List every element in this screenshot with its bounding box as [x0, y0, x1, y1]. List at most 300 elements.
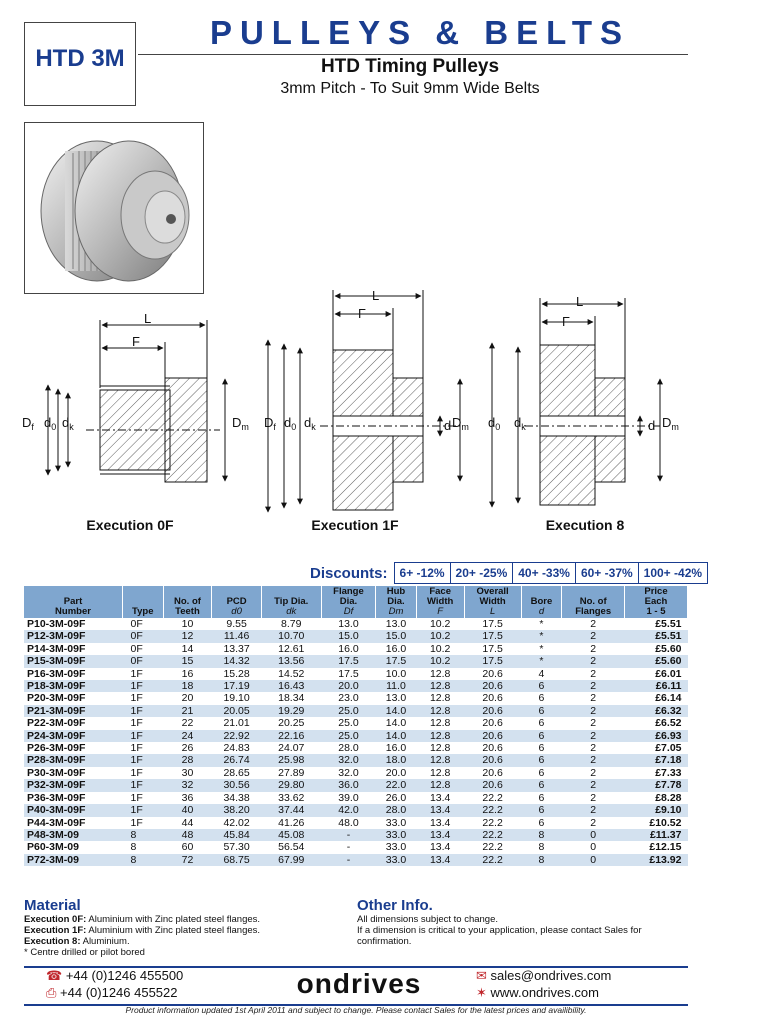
part-number-cell: P24-3M-09F: [24, 730, 123, 742]
pulley-photo: [24, 122, 204, 294]
table-cell: 22.16: [261, 730, 321, 742]
table-cell: 34.38: [212, 792, 261, 804]
table-cell: 20.6: [464, 705, 521, 717]
pulley-spec-table: [24, 586, 688, 866]
part-number-cell: P18-3M-09F: [24, 680, 123, 692]
table-row: [24, 630, 688, 642]
table-cell: 13.37: [212, 643, 261, 655]
price-cell: £9.10: [624, 804, 687, 816]
table-cell: -: [321, 829, 376, 841]
execution-8-drawing: [492, 298, 660, 507]
table-cell: 37.44: [261, 804, 321, 816]
table-row: [24, 779, 688, 791]
table-row: [24, 817, 688, 829]
price-cell: £10.52: [624, 817, 687, 829]
table-cell: 22.2: [464, 841, 521, 853]
table-cell: 16.0: [376, 643, 416, 655]
dim-Dm-0f: $D_m$: [232, 415, 249, 432]
table-cell: 20.0: [376, 767, 416, 779]
table-cell: 2: [562, 692, 625, 704]
table-cell: 13.4: [416, 792, 464, 804]
price-cell: £7.78: [624, 779, 687, 791]
fax-icon: ⎙: [46, 985, 57, 1000]
table-cell: 2: [562, 779, 625, 791]
table-cell: 41.26: [261, 817, 321, 829]
table-row: [24, 680, 688, 692]
table-cell: 19.29: [261, 705, 321, 717]
part-number-cell: P10-3M-09F: [24, 618, 123, 630]
table-row: [24, 655, 688, 667]
page-subtitle-detail: 3mm Pitch - To Suit 9mm Wide Belts: [280, 80, 540, 97]
table-cell: 1F: [123, 730, 164, 742]
table-row: [24, 804, 688, 816]
table-cell: 0F: [123, 643, 164, 655]
dim-d-1f: d: [444, 418, 452, 433]
table-cell: 10.0: [376, 668, 416, 680]
table-cell: 6: [521, 792, 562, 804]
fax-contact[interactable]: [46, 985, 178, 1001]
table-cell: 2: [562, 804, 625, 816]
table-cell: 20.05: [212, 705, 261, 717]
execution-0f-label: Execution 0F: [86, 517, 174, 533]
table-cell: 10.2: [416, 630, 464, 642]
table-cell: 4: [521, 668, 562, 680]
dim-dk-1f: $d_k$: [304, 415, 316, 432]
table-cell: 12.8: [416, 742, 464, 754]
price-cell: £6.01: [624, 668, 687, 680]
table-cell: 26.0: [376, 792, 416, 804]
table-cell: 12.8: [416, 717, 464, 729]
table-cell: 28: [163, 754, 212, 766]
table-cell: 2: [562, 655, 625, 667]
other-info-line: If a dimension is critical to your application, please contact Sales for confirmation.: [357, 925, 642, 947]
title-divider: [138, 54, 688, 55]
price-cell: £6.11: [624, 680, 687, 692]
table-cell: 18.0: [376, 754, 416, 766]
discount-tier: 60+ -37%: [575, 562, 638, 584]
material-line: Execution 0F: Aluminium with Zinc plated steel flanges.: [24, 914, 261, 925]
table-cell: 17.5: [464, 655, 521, 667]
table-cell: 22.92: [212, 730, 261, 742]
price-cell: £7.18: [624, 754, 687, 766]
table-row: [24, 730, 688, 742]
part-number-cell: P12-3M-09F: [24, 630, 123, 642]
table-cell: 17.5: [321, 668, 376, 680]
table-cell: 45.84: [212, 829, 261, 841]
table-cell: 13.4: [416, 841, 464, 853]
table-cell: 15: [163, 655, 212, 667]
table-cell: 14.52: [261, 668, 321, 680]
dim-F-8: F: [562, 314, 570, 329]
table-cell: 6: [521, 804, 562, 816]
table-cell: -: [321, 854, 376, 866]
price-cell: £6.93: [624, 730, 687, 742]
table-cell: 20.0: [321, 680, 376, 692]
table-cell: 2: [562, 668, 625, 680]
table-cell: 20.6: [464, 767, 521, 779]
table-cell: 0F: [123, 630, 164, 642]
table-cell: 13.0: [321, 618, 376, 630]
table-row: [24, 829, 688, 841]
table-cell: 0F: [123, 618, 164, 630]
email-contact[interactable]: [476, 968, 611, 984]
table-cell: 6: [521, 705, 562, 717]
table-cell: 0F: [123, 655, 164, 667]
dim-L-1f: L: [372, 290, 380, 303]
table-cell: 1F: [123, 692, 164, 704]
table-cell: 20.25: [261, 717, 321, 729]
column-header: No. of Teeth: [163, 586, 212, 618]
table-cell: 40: [163, 804, 212, 816]
table-cell: 10.2: [416, 618, 464, 630]
price-cell: £5.51: [624, 618, 687, 630]
price-cell: £6.52: [624, 717, 687, 729]
table-cell: 6: [521, 742, 562, 754]
part-number-cell: P36-3M-09F: [24, 792, 123, 804]
phone-contact[interactable]: [46, 968, 183, 984]
table-cell: 33.0: [376, 841, 416, 853]
price-cell: £5.60: [624, 643, 687, 655]
table-cell: 11.46: [212, 630, 261, 642]
table-cell: 1F: [123, 754, 164, 766]
dim-dk-0f: $d_k$: [62, 415, 74, 432]
price-cell: £12.15: [624, 841, 687, 853]
table-cell: 33.0: [376, 817, 416, 829]
column-header: PCD d0: [212, 586, 261, 618]
table-cell: 10.2: [416, 643, 464, 655]
table-row: [24, 767, 688, 779]
table-cell: 1F: [123, 717, 164, 729]
table-cell: 24: [163, 730, 212, 742]
table-cell: 44: [163, 817, 212, 829]
price-cell: £5.51: [624, 630, 687, 642]
table-cell: 20.6: [464, 779, 521, 791]
execution-1f-drawing: [268, 290, 460, 512]
table-cell: 25.0: [321, 730, 376, 742]
column-header: Type: [123, 586, 164, 618]
table-cell: 13.4: [416, 817, 464, 829]
table-cell: 22.2: [464, 792, 521, 804]
table-cell: 12.8: [416, 668, 464, 680]
dim-L-8: L: [576, 294, 584, 309]
price-cell: £11.37: [624, 829, 687, 841]
table-cell: 6: [521, 692, 562, 704]
price-cell: £5.60: [624, 655, 687, 667]
table-cell: 8: [521, 841, 562, 853]
table-cell: 24.83: [212, 742, 261, 754]
part-number-cell: P16-3M-09F: [24, 668, 123, 680]
table-cell: 6: [521, 680, 562, 692]
part-number-cell: P72-3M-09: [24, 854, 123, 866]
table-cell: 32: [163, 779, 212, 791]
table-cell: 17.5: [376, 655, 416, 667]
table-cell: *: [521, 630, 562, 642]
column-header: Bore d: [521, 586, 562, 618]
discount-tier: 6+ -12%: [394, 562, 450, 584]
web-contact[interactable]: [476, 985, 599, 1001]
table-cell: 36: [163, 792, 212, 804]
discounts-bar: [310, 562, 708, 584]
table-row: [24, 742, 688, 754]
table-cell: 16: [163, 668, 212, 680]
table-body: [24, 618, 688, 866]
table-cell: 1F: [123, 817, 164, 829]
table-cell: 2: [562, 792, 625, 804]
table-cell: 2: [562, 705, 625, 717]
table-cell: 6: [521, 817, 562, 829]
table-row: [24, 841, 688, 853]
table-cell: 15.0: [376, 630, 416, 642]
table-cell: 48: [163, 829, 212, 841]
table-row: [24, 668, 688, 680]
table-cell: 14.0: [376, 730, 416, 742]
price-cell: £6.14: [624, 692, 687, 704]
column-header: Tip Dia. dk: [261, 586, 321, 618]
table-header-row: [24, 586, 688, 618]
table-cell: 1F: [123, 767, 164, 779]
table-cell: 12.8: [416, 705, 464, 717]
table-cell: 16.0: [376, 742, 416, 754]
table-cell: 17.5: [321, 655, 376, 667]
table-cell: *: [521, 643, 562, 655]
table-cell: 10.70: [261, 630, 321, 642]
part-number-cell: P30-3M-09F: [24, 767, 123, 779]
part-number-cell: P20-3M-09F: [24, 692, 123, 704]
table-cell: 6: [521, 754, 562, 766]
table-cell: 42.0: [321, 804, 376, 816]
part-number-cell: P48-3M-09: [24, 829, 123, 841]
table-cell: 19.10: [212, 692, 261, 704]
dim-Df-0f: $D_f$: [22, 415, 34, 432]
table-cell: 8: [123, 829, 164, 841]
table-cell: 2: [562, 754, 625, 766]
part-number-cell: P40-3M-09F: [24, 804, 123, 816]
table-row: [24, 705, 688, 717]
table-cell: 39.0: [321, 792, 376, 804]
table-cell: 21: [163, 705, 212, 717]
brand-logo: ondrives: [296, 968, 422, 999]
table-cell: 2: [562, 717, 625, 729]
dim-Df-1f: $D_f$: [264, 415, 276, 432]
table-cell: 17.19: [212, 680, 261, 692]
table-cell: 8: [123, 841, 164, 853]
table-row: [24, 618, 688, 630]
table-cell: 1F: [123, 804, 164, 816]
part-number-cell: P21-3M-09F: [24, 705, 123, 717]
table-cell: 28.0: [376, 804, 416, 816]
other-info-line: All dimensions subject to change.: [357, 914, 498, 925]
table-cell: 2: [562, 680, 625, 692]
table-cell: 1F: [123, 668, 164, 680]
dim-Dm-1f: $D_m$: [452, 415, 469, 432]
table-cell: 45.08: [261, 829, 321, 841]
table-cell: 30: [163, 767, 212, 779]
dim-dk-8: $d_k$: [514, 415, 526, 432]
table-cell: 23.0: [321, 692, 376, 704]
column-header: Flange Dia. Df: [321, 586, 376, 618]
table-cell: 8.79: [261, 618, 321, 630]
series-code-box: [24, 22, 136, 106]
table-cell: 0: [562, 854, 625, 866]
execution-8-label: Execution 8: [545, 517, 625, 533]
table-cell: 12.8: [416, 767, 464, 779]
table-cell: 22.2: [464, 854, 521, 866]
table-cell: 72: [163, 854, 212, 866]
table-cell: 32.0: [321, 767, 376, 779]
table-cell: 1F: [123, 705, 164, 717]
table-cell: 14.0: [376, 705, 416, 717]
table-cell: *: [521, 618, 562, 630]
table-cell: 8: [521, 829, 562, 841]
table-row: [24, 854, 688, 866]
table-cell: 12.8: [416, 730, 464, 742]
table-cell: 1F: [123, 742, 164, 754]
material-line: Execution 1F: Aluminium with Zinc plated steel flanges.: [24, 925, 261, 936]
table-cell: 0: [562, 829, 625, 841]
part-number-cell: P15-3M-09F: [24, 655, 123, 667]
phone-number: +44 (0)1246 455500: [65, 968, 184, 983]
other-info-title: Other Info.: [357, 897, 433, 914]
table-cell: 48.0: [321, 817, 376, 829]
material-title: Material: [24, 897, 81, 914]
table-cell: 22.2: [464, 817, 521, 829]
table-row: [24, 717, 688, 729]
column-header: No. of Flanges: [562, 586, 625, 618]
table-cell: 20.6: [464, 742, 521, 754]
table-cell: 14: [163, 643, 212, 655]
table-cell: *: [521, 655, 562, 667]
price-cell: £13.92: [624, 854, 687, 866]
table-cell: 8: [521, 854, 562, 866]
price-cell: £7.33: [624, 767, 687, 779]
table-cell: 18: [163, 680, 212, 692]
table-cell: 32.0: [321, 754, 376, 766]
table-cell: 56.54: [261, 841, 321, 853]
discount-tier: 100+ -42%: [638, 562, 708, 584]
table-cell: 22: [163, 717, 212, 729]
table-cell: 25.0: [321, 705, 376, 717]
table-cell: -: [321, 841, 376, 853]
table-cell: 14.32: [212, 655, 261, 667]
table-cell: 20.6: [464, 680, 521, 692]
fax-number: +44 (0)1246 455522: [60, 985, 178, 1000]
table-cell: 24.07: [261, 742, 321, 754]
column-header: Overall Width L: [464, 586, 521, 618]
table-cell: 60: [163, 841, 212, 853]
table-row: [24, 692, 688, 704]
price-cell: £8.28: [624, 792, 687, 804]
column-header: Face Width F: [416, 586, 464, 618]
email-address: sales@ondrives.com: [490, 968, 612, 983]
table-cell: 12: [163, 630, 212, 642]
material-notes: [24, 914, 344, 958]
table-cell: 17.5: [464, 618, 521, 630]
column-header: Part Number: [24, 586, 123, 618]
footer-disclaimer: Product information updated 1st April 2011 and subject to change. Please contact Sales for the latest prices and availibility.: [125, 1005, 587, 1015]
table-cell: 20: [163, 692, 212, 704]
table-row: [24, 792, 688, 804]
table-cell: 21.01: [212, 717, 261, 729]
dim-d-8: d: [648, 418, 656, 433]
table-cell: 2: [562, 643, 625, 655]
dimension-drawings: [20, 290, 700, 515]
part-number-cell: P26-3M-09F: [24, 742, 123, 754]
column-header: Price Each 1 - 5: [624, 586, 687, 618]
table-cell: 29.80: [261, 779, 321, 791]
table-cell: 42.02: [212, 817, 261, 829]
phone-icon: ☎: [46, 968, 63, 983]
dim-d0-8: $d_0$: [488, 415, 501, 432]
price-cell: £7.05: [624, 742, 687, 754]
table-cell: 6: [521, 767, 562, 779]
table-cell: 13.0: [376, 692, 416, 704]
series-code: HTD 3M: [35, 45, 125, 72]
other-info-notes: [357, 914, 688, 947]
table-cell: 14.0: [376, 717, 416, 729]
table-cell: 16.0: [321, 643, 376, 655]
dim-F-0f: F: [132, 334, 140, 349]
dim-d0-0f: $d_0$: [44, 415, 57, 432]
material-line: * Centre drilled or pilot bored: [24, 947, 145, 958]
table-cell: 2: [562, 742, 625, 754]
table-cell: 20.6: [464, 692, 521, 704]
table-cell: 12.8: [416, 692, 464, 704]
part-number-cell: P28-3M-09F: [24, 754, 123, 766]
table-cell: 13.4: [416, 829, 464, 841]
table-cell: 13.0: [376, 618, 416, 630]
pulley-image: [25, 123, 203, 293]
discount-tier: 40+ -33%: [512, 562, 575, 584]
table-cell: 15.0: [321, 630, 376, 642]
page-title: PULLEYS & BELTS: [209, 14, 631, 51]
part-number-cell: P14-3M-09F: [24, 643, 123, 655]
table-cell: 11.0: [376, 680, 416, 692]
table-cell: 36.0: [321, 779, 376, 791]
table-cell: 18.34: [261, 692, 321, 704]
table-cell: 2: [562, 618, 625, 630]
table-cell: 2: [562, 730, 625, 742]
table-cell: 6: [521, 717, 562, 729]
table-cell: 12.61: [261, 643, 321, 655]
table-cell: 6: [521, 730, 562, 742]
table-cell: 33.0: [376, 854, 416, 866]
part-number-cell: P32-3M-09F: [24, 779, 123, 791]
website-link: www.ondrives.com: [490, 985, 599, 1000]
table-cell: 28.65: [212, 767, 261, 779]
table-cell: 20.6: [464, 717, 521, 729]
dim-L-0f: L: [144, 311, 152, 326]
table-cell: 25.98: [261, 754, 321, 766]
table-cell: 33.62: [261, 792, 321, 804]
discount-tier: 20+ -25%: [450, 562, 513, 584]
table-cell: 12.8: [416, 754, 464, 766]
table-cell: 67.99: [261, 854, 321, 866]
part-number-cell: P60-3M-09: [24, 841, 123, 853]
table-cell: 17.5: [464, 643, 521, 655]
table-row: [24, 643, 688, 655]
table-cell: 10.2: [416, 655, 464, 667]
table-cell: 25.0: [321, 717, 376, 729]
table-cell: 57.30: [212, 841, 261, 853]
table-cell: 13.4: [416, 854, 464, 866]
table-cell: 20.6: [464, 754, 521, 766]
table-cell: 33.0: [376, 829, 416, 841]
execution-1f-label: Execution 1F: [311, 517, 399, 533]
table-cell: 68.75: [212, 854, 261, 866]
table-cell: 26: [163, 742, 212, 754]
table-cell: 38.20: [212, 804, 261, 816]
table-cell: 22.0: [376, 779, 416, 791]
